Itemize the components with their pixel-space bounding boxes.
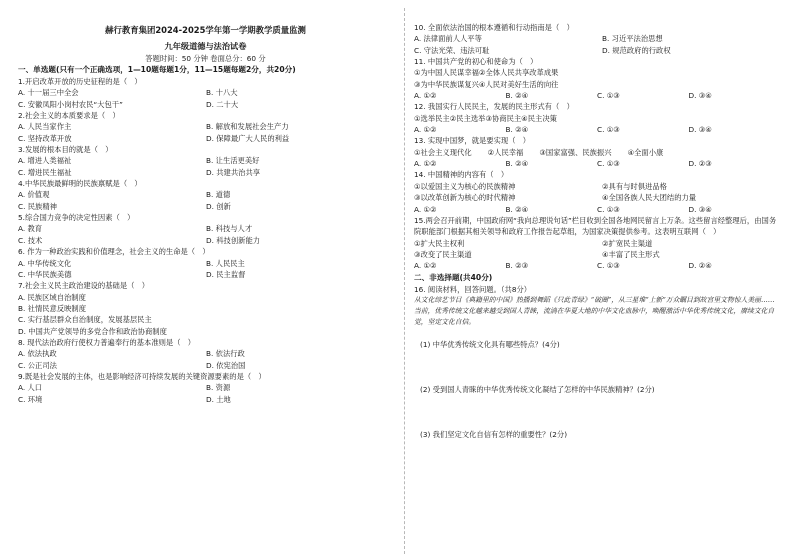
option: A. ①② [414,204,437,214]
question-stem: 4.中华民族最鲜明的民族禀赋是（ ） [18,179,142,189]
option: D. ③④ [688,91,712,101]
option: A. 人民当家作主 [18,122,72,132]
option: C. ①③ [597,125,620,135]
statement-item: ④全面小康 [627,147,664,157]
option-row [18,87,393,98]
option: B. ②④ [505,125,529,135]
question-stem: 3.发展的根本目的就是（ ） [18,145,113,155]
sub-question: (1) 中华优秀传统文化具有哪些特点？(4分) [420,339,560,349]
question-stem: 7.社会主义民主政治建设的基础是（ ） [18,281,150,291]
option: A. 中华传统文化 [18,258,72,268]
option: A. 民族区域自治制度 [18,292,86,302]
option: D. ③④ [688,125,712,135]
option: B. 十八大 [206,88,238,98]
question-stem: 14. 中国精神的内容有（ ） [414,170,509,180]
option: B. 依法行政 [206,349,245,359]
statement-item: ③国家富强、民族振兴 [539,147,612,157]
column-divider [404,8,405,554]
option: C. 实行基层群众自治制度，发展基层民主 [18,315,152,325]
option: B. ②④ [505,91,529,101]
option: D. 共建共治共享 [206,167,261,177]
statement-line [414,147,780,158]
option: B. 社情民意反映制度 [18,303,87,313]
question-stem: 13. 实现中国梦，就是要实现（ ） [414,136,531,146]
option-row [18,269,393,280]
option: D. 中国共产党领导的多党合作和政治协商制度 [18,326,167,336]
option: A. 十一届三中全会 [18,88,79,98]
option: C. 民族精神 [18,201,57,211]
option: D. 民主监督 [206,269,246,279]
option-row [18,235,393,246]
statement-item: ②具有与时俱进品格 [602,181,667,191]
question-stem: 12. 我国实行人民民主，发展的民主形式有（ ） [414,102,574,112]
option: A. 价值观 [18,190,50,200]
question-stem: 9.既是社会发展的主体，也是影响经济可持续发展的关键资源要素的是（ ） [18,371,266,381]
question-stem: 10. 全面依法治国的根本遵循和行动指南是（ ） [414,23,574,32]
option: A. ①② [414,91,437,101]
option: A. 人口 [18,383,43,393]
option: D. 土地 [206,394,231,404]
option-row [18,258,393,269]
option: B. 道德 [206,190,231,200]
question-stem: 8. 现代法治政府行使权力普遍奉行的基本准则是（ ） [18,337,196,347]
option-row [18,348,393,359]
exam-meta: 答题时间：50 分钟 卷面总分：60 分 [145,54,266,63]
option-row [414,90,780,101]
option: C. 环境 [18,394,43,404]
option-row [18,201,393,212]
option: C. 增进民生福祉 [18,167,72,177]
option-row [18,99,393,110]
statement-item: ④全国各族人民大团结的力量 [602,193,697,203]
option: C. 技术 [18,235,43,245]
question-stem: 2.社会主义的本质要求是（ ） [18,111,120,121]
statement-item: ③以改革创新为核心的时代精神 [414,193,516,203]
option: B. ②④ [505,159,529,169]
option-row [18,360,393,371]
option: B. 人民民主 [206,258,245,268]
statement-line: ①为中国人民谋幸福②全体人民共享改革成果 [414,68,559,78]
statement-item: ①社会主义现代化 [414,147,472,157]
statement-item: ②扩宽民主渠道 [602,238,653,248]
option: A. ①② [414,159,437,169]
statement-line [414,249,780,260]
statement-line [414,192,780,203]
option: D. 规范政府的行政权 [602,45,671,55]
option: A. 增进人类福祉 [18,156,72,166]
option: C. 坚持改革开放 [18,133,72,143]
exam-subtitle: 九年级道德与法治试卷 [164,41,247,51]
question-stem: 11. 中国共产党的初心和使命为（ ） [414,57,538,67]
option-row [18,394,393,405]
option: C. 守法光荣、违法可耻 [414,45,490,55]
question-stem: 6. 作为一种政治实践和价值理念，社会主义的生命是（ ） [18,247,210,257]
statement-item: ④丰富了民主形式 [602,249,660,259]
option: B. 习近平法治思想 [602,34,663,44]
statement-item: ③改变了民主渠道 [414,249,472,259]
option-row [18,223,393,234]
exam-title: 赫行教育集团2024-2025学年第一学期教学质量监测 [105,25,306,35]
option: C. 中华民族美德 [18,269,72,279]
option-row [18,133,393,144]
option-row [18,121,393,132]
sub-question: (3) 我们坚定文化自信有怎样的重要性？(2分) [420,430,568,440]
option: B. 资源 [206,383,231,393]
statement-line: ③为中华民族谋复兴④人民对美好生活的向往 [414,79,559,89]
option-row [414,158,780,169]
option-row [18,167,393,178]
option: D. 创新 [206,201,231,211]
option-row [414,124,780,135]
option: B. ②④ [505,204,529,214]
question-stem: 15.两会召开前期，中国政府网“我向总理说句话”栏目收到全国各地网民留言上万条。这些留言经整理后，由国务院职能部门根据其相关领导和政府工作报告起草组，为国家决策提供参考。这表明互联网（ ） [414,215,777,237]
option: C. ①③ [597,261,620,271]
option-row [414,45,780,56]
option: C. 安徽凤阳小岗村农民“大包干” [18,99,123,109]
statement-item: ①扩大民主权利 [414,238,465,248]
option: A. ①② [414,125,437,135]
option: B. ②③ [505,261,529,271]
option-row [18,155,393,166]
section-heading: 一、单选题(只有一个正确选项，1—10题每题1分，11—15题每题2分，共20分) [18,65,296,74]
option: A. ①② [414,261,437,271]
option: C. ①③ [597,204,620,214]
option: D. 依宪治国 [206,360,246,370]
option: D. 保障最广大人民的利益 [206,133,290,143]
option: B. 科技与人才 [206,224,253,234]
statement-item: ②人民幸福 [487,147,524,157]
option: A. 教育 [18,224,43,234]
option-row [414,204,780,215]
option: B. 让生活更美好 [206,156,260,166]
sub-question: (2) 受到国人青睐的中华优秀传统文化凝结了怎样的中华民族精神？(2分) [420,384,655,394]
option: C. ①③ [597,159,620,169]
statement-line [414,181,780,192]
reading-material: 从文化综艺节目《典籍里的中国》热播到舞蹈《只此青绿》“破圈”，从三星堆“上新”万众瞩目到故宫里文物惊人美丽……当前，优秀传统文化越来越受到国人青睐，流淌在华夏大地的中华文化血脉中，唤醒激活中华优秀传统文化，赓续文化自觉，坚定文化自信。 [414,295,775,327]
option-row [414,260,780,271]
option: D. 二十大 [206,99,239,109]
option-row [414,33,780,44]
right-column [414,22,780,441]
question-stem: 5.综合国力竞争的决定性因素（ ） [18,213,135,223]
option: A. 依法执政 [18,349,57,359]
option: A. 法律面前人人平等 [414,34,482,44]
option: C. ①③ [597,91,620,101]
option-row [18,382,393,393]
section-heading: 二、非选择题(共40分) [414,272,493,282]
statement-line [414,238,780,249]
option-row [18,189,393,200]
question-stem: 1.开启改革开放的历史征程的是（ ） [18,77,142,86]
option: D. ③④ [688,204,712,214]
question-stem: 16. 阅读材料，回答问题。（共8分） [414,284,532,294]
statement-line: ①选举民主②民主选举③协商民主④民主决策 [414,113,557,123]
option: D. ②④ [688,261,712,271]
option: D. 科技创新能力 [206,235,261,245]
left-column [18,24,393,405]
option: B. 解放和发展社会生产力 [206,122,289,132]
statement-item: ①以爱国主义为核心的民族精神 [414,181,516,191]
option: D. ②③ [688,159,712,169]
option: C. 公正司法 [18,360,57,370]
